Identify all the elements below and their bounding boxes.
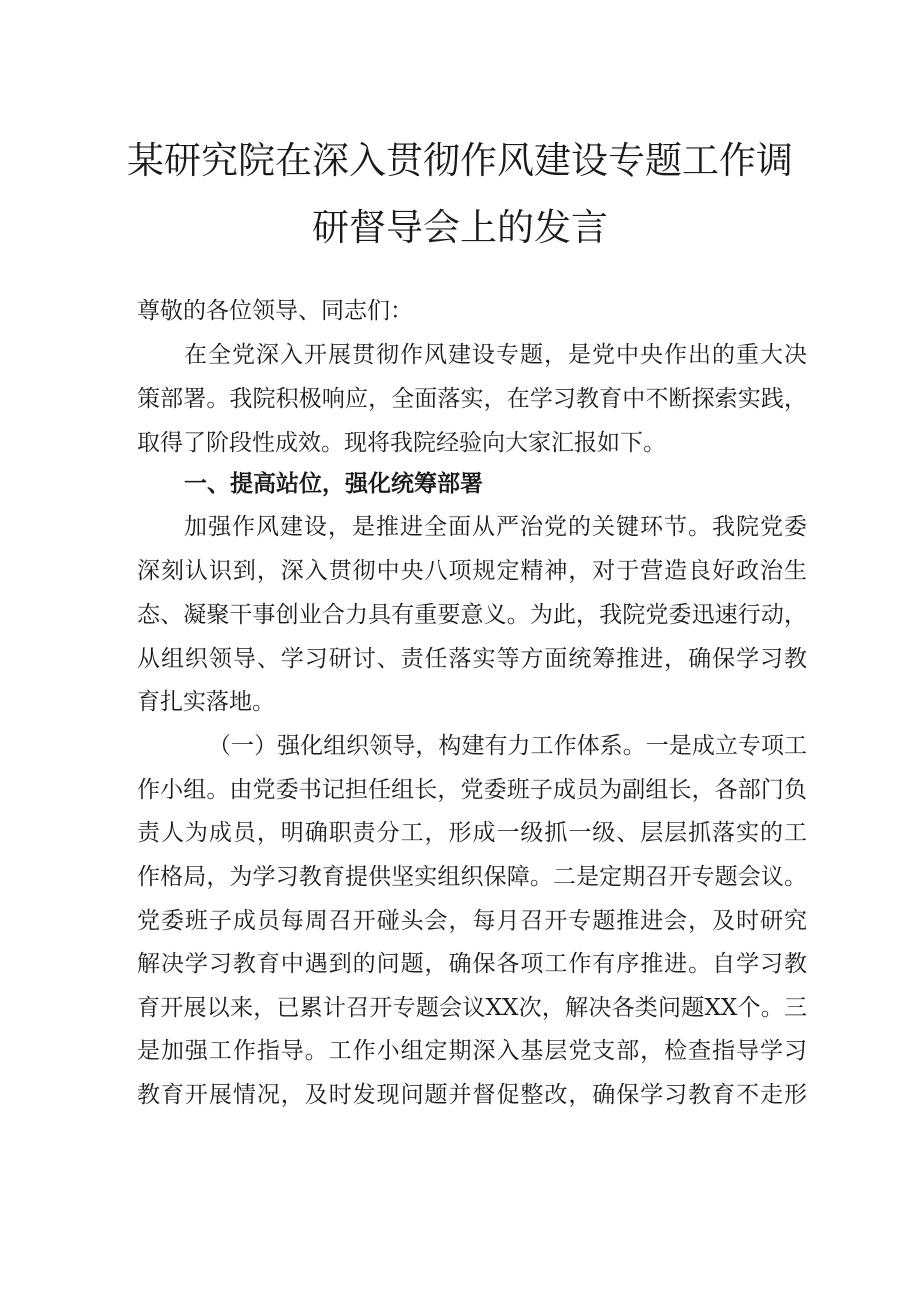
document-title-line-1: 某研究院在深入贯彻作风建设专题工作调 — [127, 139, 793, 182]
subsection-line: 教育开展情况，及时发现问题并督促整改，确保学习教育不走形 — [137, 1082, 807, 1108]
subsection-line: 育开展以来，已累计召开专题会议XX次，解决各类问题XX个。三 — [137, 995, 807, 1021]
body-line: 态、凝聚干事创业合力具有重要意义。为此，我院党委迅速行动， — [137, 602, 807, 628]
body-line: 加强作风建设，是推进全面从严治党的关键环节。我院党委 — [184, 514, 807, 540]
body-line: 育扎实落地。 — [137, 689, 275, 715]
subsection-line: 作格局，为学习教育提供坚实组织保障。二是定期召开专题会议。 — [137, 864, 807, 890]
subsection-line: 党委班子成员每周召开碰头会，每月召开专题推进会，及时研究 — [137, 908, 807, 934]
subsection-line: 解决学习教育中遇到的问题，确保各项工作有序推进。自学习教 — [137, 951, 807, 977]
salutation: 尊敬的各位领导、同志们： — [137, 298, 413, 324]
subsection-line: 是加强工作指导。工作小组定期深入基层党支部，检查指导学习 — [137, 1038, 807, 1064]
section-heading: 一、提高站位，强化统筹部署 — [184, 471, 483, 497]
body-line: 从组织领导、学习研讨、责任落实等方面统筹推进，确保学习教 — [137, 646, 807, 672]
subsection-line: 作小组。由党委书记担任组长，党委班子成员为副组长，各部门负 — [137, 777, 807, 803]
subsection-line: 责人为成员，明确职责分工，形成一级抓一级、层层抓落实的工 — [137, 820, 807, 846]
intro-line: 策部署。我院积极响应，全面落实，在学习教育中不断探索实践， — [137, 386, 807, 412]
subsection-line: （一）强化组织领导，构建有力工作体系。一是成立专项工 — [208, 733, 807, 759]
intro-line: 取得了阶段性成效。现将我院经验向大家汇报如下。 — [137, 430, 666, 456]
intro-line: 在全党深入开展贯彻作风建设专题，是党中央作出的重大决 — [184, 342, 807, 368]
body-line: 深刻认识到，深入贯彻中央八项规定精神，对于营造良好政治生 — [137, 558, 807, 584]
document-title-line-2: 研督导会上的发言 — [312, 206, 608, 249]
